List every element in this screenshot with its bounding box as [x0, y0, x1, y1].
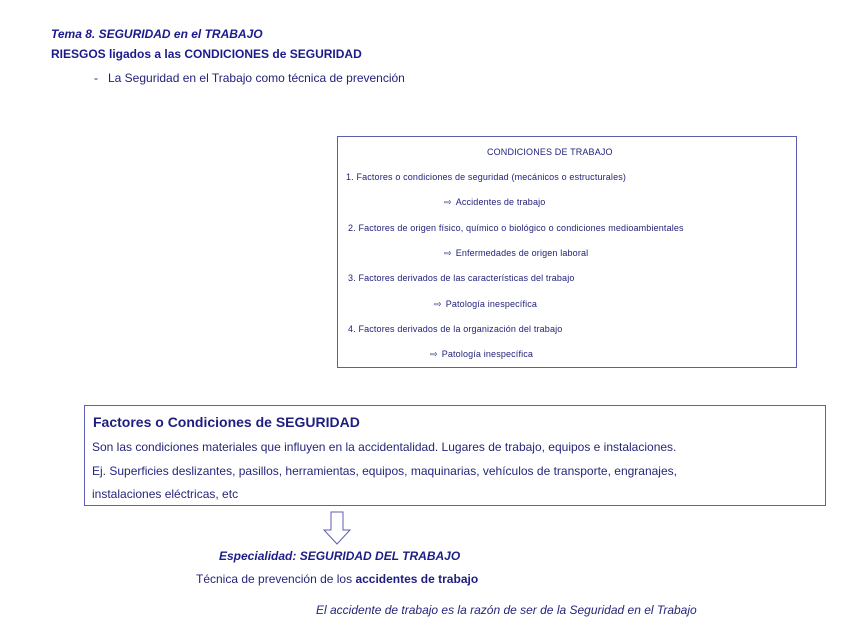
arrow-right-icon: ⇨ [444, 248, 452, 258]
bullet-dash: - [94, 71, 98, 85]
arrow-right-icon: ⇨ [444, 197, 452, 207]
safety-conditions-box [84, 405, 826, 506]
factor-item-3: 3. Factores derivados de las características del trabajo [348, 273, 575, 283]
safety-definition: Son las condiciones materiales que influyen en la accidentalidad. Lugares de trabajo, equipos e instalaciones. [92, 440, 677, 454]
conditions-box [337, 136, 797, 368]
safety-heading: Factores o Condiciones de SEGURIDAD [93, 414, 360, 430]
factor-item-2: 2. Factores de origen físico, químico o biológico o condiciones medioambientales [348, 223, 684, 233]
closing-statement: El accidente de trabajo es la razón de ser de la Seguridad en el Trabajo [316, 603, 697, 617]
result-text: Enfermedades de origen laboral [455, 248, 589, 258]
bullet-item [94, 71, 405, 85]
technique-highlight: accidentes de trabajo [355, 572, 479, 586]
down-arrow-icon [322, 511, 352, 545]
arrow-right-icon: ⇨ [434, 299, 442, 309]
result-item-2 [444, 248, 588, 259]
specialty-title: Especialidad: SEGURIDAD DEL TRABAJO [219, 549, 461, 563]
result-text: Accidentes de trabajo [455, 197, 546, 207]
arrow-right-icon: ⇨ [430, 349, 438, 359]
page-title: Tema 8. SEGURIDAD en el TRABAJO [51, 27, 263, 41]
conditions-heading: CONDICIONES DE TRABAJO [487, 147, 613, 157]
factor-item-1: 1. Factores o condiciones de seguridad (mecánicos o estructurales) [346, 172, 627, 182]
result-item-4 [430, 349, 533, 360]
technique-line [196, 572, 478, 586]
result-item-1 [444, 197, 545, 208]
result-text: Patología inespecífica [441, 349, 534, 359]
bullet-text: La Seguridad en el Trabajo como técnica de prevención [108, 71, 405, 85]
result-text: Patología inespecífica [445, 299, 538, 309]
factor-item-4: 4. Factores derivados de la organización del trabajo [348, 324, 563, 334]
safety-examples-continued: instalaciones eléctricas, etc [92, 487, 239, 501]
technique-prefix: Técnica de prevención de los [196, 572, 353, 586]
safety-examples: Ej. Superficies deslizantes, pasillos, herramientas, equipos, maquinarias, vehículos de transporte, engranajes, [92, 464, 677, 478]
page-subtitle: RIESGOS ligados a las CONDICIONES de SEGURIDAD [51, 47, 362, 61]
result-item-3 [434, 299, 537, 310]
